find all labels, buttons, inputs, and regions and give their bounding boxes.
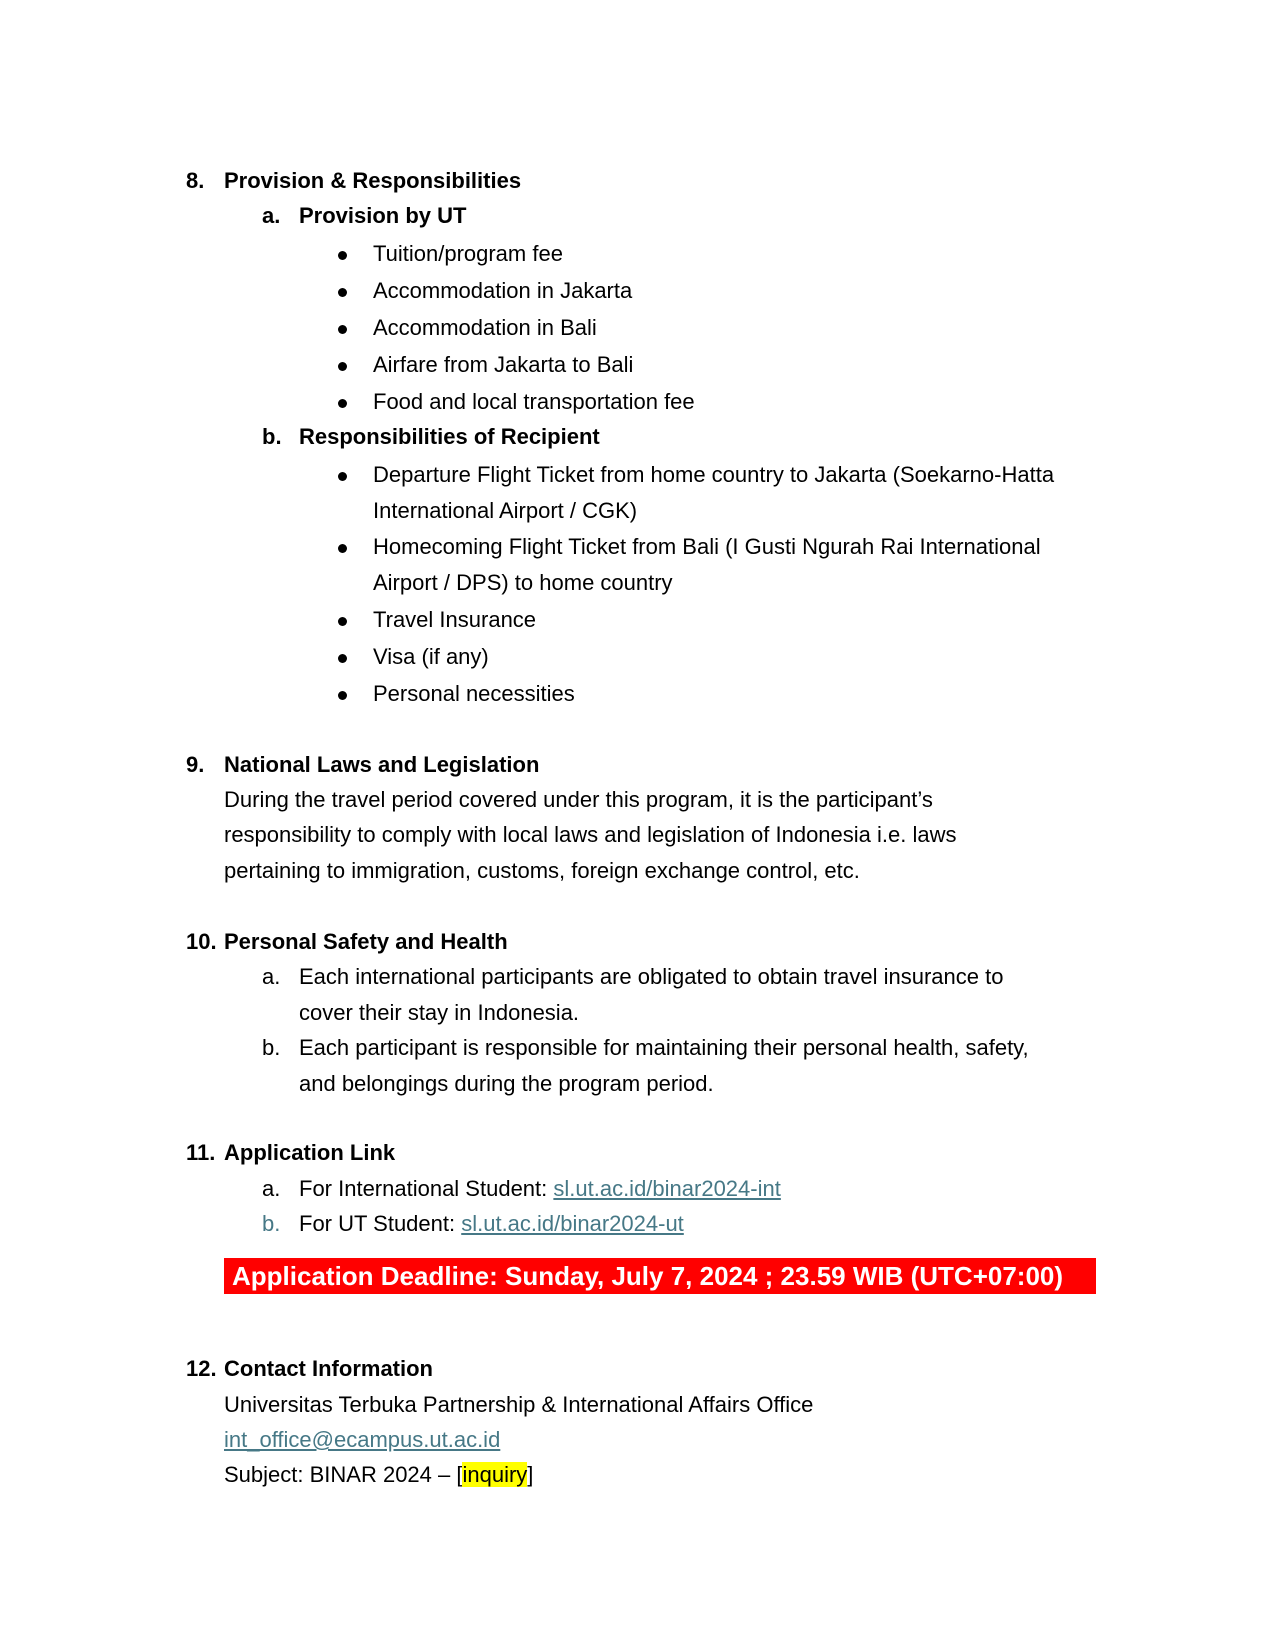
responsibility-item-line: International Airport / CGK)	[373, 498, 638, 523]
section-10a-text-line: Each international participants are obligated to obtain travel insurance to	[299, 964, 1004, 989]
international-application-link[interactable]: sl.ut.ac.id/binar2024-int	[553, 1176, 781, 1201]
subject-suffix: ]	[527, 1462, 534, 1487]
section-10a-text-line: cover their stay in Indonesia.	[299, 1000, 580, 1025]
provision-item: Airfare from Jakarta to Bali	[373, 352, 634, 377]
section-8b-heading: Responsibilities of Recipient	[299, 424, 600, 449]
section-11b-letter: b.	[262, 1211, 281, 1236]
contact-email-link[interactable]: int_office@ecampus.ut.ac.id	[224, 1427, 501, 1452]
responsibility-item-line: Visa (if any)	[373, 644, 489, 669]
section-12-heading: Contact Information	[224, 1356, 433, 1381]
contact-subject	[224, 1460, 533, 1490]
bullet-icon	[338, 325, 347, 334]
bullet-icon	[338, 691, 347, 700]
section-8-heading: Provision & Responsibilities	[224, 168, 522, 193]
responsibility-item-line: Travel Insurance	[373, 607, 537, 632]
section-9-text-line: responsibility to comply with local laws and legislation of Indonesia i.e. laws	[224, 822, 957, 847]
subject-prefix: Subject: BINAR 2024 – [	[224, 1462, 463, 1487]
section-9-text-line: pertaining to immigration, customs, foreign exchange control, etc.	[224, 858, 860, 883]
provision-item: Accommodation in Jakarta	[373, 278, 633, 303]
section-8-number: 8.	[186, 168, 205, 193]
bullet-icon	[338, 399, 347, 408]
subject-highlight: inquiry	[462, 1462, 528, 1487]
responsibility-item-line: Airport / DPS) to home country	[373, 570, 673, 595]
section-8a-heading: Provision by UT	[299, 203, 467, 228]
provision-item: Accommodation in Bali	[373, 315, 597, 340]
responsibility-item-line: Departure Flight Ticket from home country to Jakarta (Soekarno-Hatta	[373, 462, 1055, 487]
section-10-heading: Personal Safety and Health	[224, 929, 508, 954]
contact-office: Universitas Terbuka Partnership & International Affairs Office	[224, 1392, 814, 1417]
bullet-icon	[338, 472, 347, 481]
section-12-number: 12.	[186, 1356, 217, 1381]
section-8a-letter: a.	[262, 203, 281, 228]
section-10-number: 10.	[186, 929, 217, 954]
provision-item: Tuition/program fee	[373, 241, 563, 266]
section-10a-letter: a.	[262, 964, 281, 989]
bullet-icon	[338, 251, 347, 260]
bullet-icon	[338, 288, 347, 297]
bullet-icon	[338, 544, 347, 553]
provision-item: Food and local transportation fee	[373, 389, 695, 414]
ut-link-row	[299, 1209, 684, 1239]
bullet-icon	[338, 654, 347, 663]
contact-email-row	[224, 1425, 500, 1455]
bullet-icon	[338, 617, 347, 626]
bullet-icon	[338, 362, 347, 371]
ut-application-link[interactable]: sl.ut.ac.id/binar2024-ut	[461, 1211, 684, 1236]
section-10b-letter: b.	[262, 1035, 281, 1060]
application-deadline-banner: Application Deadline: Sunday, July 7, 2024 ; 23.59 WIB (UTC+07:00)	[224, 1258, 1096, 1294]
section-11-heading: Application Link	[224, 1140, 396, 1165]
section-10b-text-line: Each participant is responsible for maintaining their personal health, safety,	[299, 1035, 1029, 1060]
section-11a-letter: a.	[262, 1176, 281, 1201]
section-8b-letter: b.	[262, 424, 282, 449]
responsibility-item-line: Homecoming Flight Ticket from Bali (I Gusti Ngurah Rai International	[373, 534, 1041, 559]
section-9-heading: National Laws and Legislation	[224, 752, 540, 777]
section-11-number: 11.	[186, 1140, 216, 1165]
section-10b-text-line: and belongings during the program period.	[299, 1071, 714, 1096]
responsibility-item-line: Personal necessities	[373, 681, 575, 706]
ut-link-label: For UT Student:	[299, 1211, 462, 1236]
international-link-row	[299, 1174, 781, 1204]
section-9-text-line: During the travel period covered under this program, it is the participant’s	[224, 787, 933, 812]
section-9-number: 9.	[186, 752, 205, 777]
international-link-label: For International Student:	[299, 1176, 554, 1201]
